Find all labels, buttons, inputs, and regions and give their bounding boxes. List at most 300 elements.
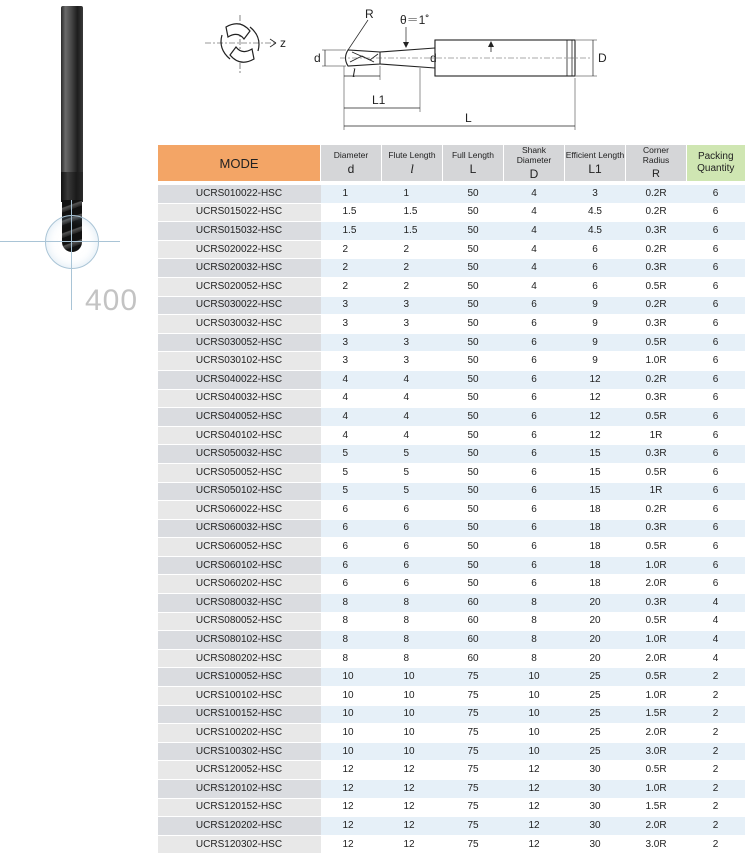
cell-diameter: 8 [321, 649, 382, 668]
cell-shank-diameter: 6 [504, 501, 565, 520]
cell-diameter: 2 [321, 259, 382, 278]
cell-shank-diameter: 8 [504, 631, 565, 650]
cell-efficient-length: 6 [565, 240, 626, 259]
cell-corner-radius: 0.3R [626, 389, 687, 408]
cell-mode: UCRS100052-HSC [158, 668, 321, 687]
tool-size-label: 400 [85, 284, 139, 317]
cell-corner-radius: 2.0R [626, 724, 687, 743]
cell-diameter: 10 [321, 668, 382, 687]
cell-diameter: 1 [321, 185, 382, 203]
cell-packing-quantity: 2 [687, 687, 745, 706]
cell-efficient-length: 20 [565, 612, 626, 631]
tool-neck [61, 172, 83, 202]
cell-efficient-length: 15 [565, 463, 626, 482]
cell-flute-length: 5 [382, 463, 443, 482]
cell-corner-radius: 0.2R [626, 370, 687, 389]
cell-efficient-length: 4.5 [565, 222, 626, 241]
cell-packing-quantity: 4 [687, 649, 745, 668]
cell-diameter: 8 [321, 594, 382, 613]
cell-shank-diameter: 12 [504, 835, 565, 854]
cell-shank-diameter: 6 [504, 352, 565, 371]
cell-full-length: 50 [443, 240, 504, 259]
cell-packing-quantity: 6 [687, 426, 745, 445]
cell-efficient-length: 25 [565, 705, 626, 724]
cell-shank-diameter: 6 [504, 463, 565, 482]
cell-flute-length: 12 [382, 798, 443, 817]
header-efficient-length [565, 145, 626, 181]
cell-flute-length: 4 [382, 426, 443, 445]
cell-flute-length: 8 [382, 649, 443, 668]
header-shank-diameter-symbol: D [529, 167, 539, 181]
header-full-length [443, 145, 504, 181]
table-row [158, 538, 745, 557]
cell-diameter: 10 [321, 724, 382, 743]
tool-shank [61, 6, 83, 174]
header-corner-radius-name1: Corner [643, 145, 669, 155]
spec-table-body [158, 185, 745, 854]
cell-shank-diameter: 6 [504, 333, 565, 352]
cell-mode: UCRS040032-HSC [158, 389, 321, 408]
table-row [158, 426, 745, 445]
cell-full-length: 75 [443, 687, 504, 706]
cell-mode: UCRS015032-HSC [158, 222, 321, 241]
cell-mode: UCRS060052-HSC [158, 538, 321, 557]
cell-mode: UCRS120052-HSC [158, 761, 321, 780]
cell-mode: UCRS020022-HSC [158, 240, 321, 259]
cell-packing-quantity: 6 [687, 519, 745, 538]
cell-shank-diameter: 12 [504, 761, 565, 780]
table-row [158, 259, 745, 278]
cell-flute-length: 12 [382, 835, 443, 854]
cell-shank-diameter: 6 [504, 482, 565, 501]
table-row [158, 240, 745, 259]
cell-shank-diameter: 12 [504, 780, 565, 799]
cell-packing-quantity: 4 [687, 612, 745, 631]
cell-efficient-length: 18 [565, 538, 626, 557]
cell-diameter: 2 [321, 240, 382, 259]
cell-mode: UCRS060202-HSC [158, 575, 321, 594]
cell-flute-length: 10 [382, 742, 443, 761]
cell-shank-diameter: 4 [504, 277, 565, 296]
table-row [158, 277, 745, 296]
cell-efficient-length: 6 [565, 277, 626, 296]
table-row [158, 649, 745, 668]
cell-full-length: 75 [443, 705, 504, 724]
cell-packing-quantity: 2 [687, 761, 745, 780]
cell-efficient-length: 9 [565, 296, 626, 315]
header-full-length-name: Full Length [451, 150, 495, 160]
header-corner-radius-symbol: R [652, 168, 660, 180]
cell-corner-radius: 1.0R [626, 631, 687, 650]
cell-diameter: 12 [321, 817, 382, 836]
cell-efficient-length: 30 [565, 798, 626, 817]
cell-efficient-length: 30 [565, 761, 626, 780]
cell-mode: UCRS120102-HSC [158, 780, 321, 799]
table-row [158, 835, 745, 854]
cell-efficient-length: 30 [565, 817, 626, 836]
cell-diameter: 5 [321, 445, 382, 464]
cell-full-length: 50 [443, 203, 504, 222]
cell-full-length: 50 [443, 538, 504, 557]
cell-mode: UCRS040052-HSC [158, 408, 321, 427]
cell-shank-diameter: 6 [504, 296, 565, 315]
cell-shank-diameter: 8 [504, 612, 565, 631]
cell-diameter: 3 [321, 333, 382, 352]
cell-efficient-length: 25 [565, 742, 626, 761]
cell-packing-quantity: 6 [687, 259, 745, 278]
cell-shank-diameter: 10 [504, 724, 565, 743]
cell-shank-diameter: 6 [504, 389, 565, 408]
cell-corner-radius: 1.0R [626, 687, 687, 706]
cell-efficient-length: 18 [565, 556, 626, 575]
cell-mode: UCRS030102-HSC [158, 352, 321, 371]
cell-corner-radius: 1.5R [626, 798, 687, 817]
cell-shank-diameter: 12 [504, 817, 565, 836]
cell-corner-radius: 0.3R [626, 594, 687, 613]
table-row [158, 352, 745, 371]
efficient-length-label: L1 [372, 93, 386, 107]
cell-flute-length: 12 [382, 761, 443, 780]
tool-tip-circle [45, 215, 99, 269]
header-shank-diameter [504, 145, 565, 181]
table-row [158, 333, 745, 352]
cell-diameter: 4 [321, 389, 382, 408]
axis-z-label: z [280, 36, 286, 50]
cell-corner-radius: 0.3R [626, 222, 687, 241]
cell-full-length: 50 [443, 277, 504, 296]
table-row [158, 631, 745, 650]
cell-diameter: 2 [321, 277, 382, 296]
cell-efficient-length: 30 [565, 780, 626, 799]
cell-corner-radius: 3.0R [626, 742, 687, 761]
cell-diameter: 12 [321, 798, 382, 817]
cell-efficient-length: 15 [565, 482, 626, 501]
cell-corner-radius: 0.2R [626, 203, 687, 222]
cell-packing-quantity: 6 [687, 315, 745, 334]
cell-diameter: 4 [321, 408, 382, 427]
cell-flute-length: 3 [382, 315, 443, 334]
cell-mode: UCRS030032-HSC [158, 315, 321, 334]
table-row [158, 817, 745, 836]
cell-full-length: 50 [443, 352, 504, 371]
cell-flute-length: 5 [382, 445, 443, 464]
table-row [158, 463, 745, 482]
cell-corner-radius: 0.5R [626, 408, 687, 427]
cell-full-length: 50 [443, 501, 504, 520]
header-mode: MODE [158, 145, 321, 181]
cell-full-length: 50 [443, 519, 504, 538]
cell-efficient-length: 6 [565, 259, 626, 278]
table-row [158, 519, 745, 538]
cell-efficient-length: 15 [565, 445, 626, 464]
cell-shank-diameter: 8 [504, 594, 565, 613]
cell-mode: UCRS060102-HSC [158, 556, 321, 575]
table-row [158, 687, 745, 706]
cell-corner-radius: 0.5R [626, 538, 687, 557]
cell-full-length: 50 [443, 370, 504, 389]
cell-mode: UCRS060022-HSC [158, 501, 321, 520]
cell-flute-length: 4 [382, 408, 443, 427]
cell-corner-radius: 0.2R [626, 296, 687, 315]
header-diameter-symbol: d [347, 162, 355, 176]
cell-packing-quantity: 2 [687, 668, 745, 687]
cell-shank-diameter: 4 [504, 259, 565, 278]
cell-full-length: 50 [443, 222, 504, 241]
cell-flute-length: 10 [382, 687, 443, 706]
cell-efficient-length: 9 [565, 333, 626, 352]
cell-flute-length: 12 [382, 780, 443, 799]
radius-label: R [365, 7, 374, 21]
cell-corner-radius: 1R [626, 426, 687, 445]
cell-packing-quantity: 2 [687, 742, 745, 761]
cell-full-length: 50 [443, 426, 504, 445]
cell-shank-diameter: 6 [504, 519, 565, 538]
cell-packing-quantity: 4 [687, 631, 745, 650]
cell-diameter: 1.5 [321, 203, 382, 222]
cell-full-length: 50 [443, 333, 504, 352]
cell-full-length: 75 [443, 817, 504, 836]
cell-flute-length: 2 [382, 277, 443, 296]
cell-mode: UCRS100202-HSC [158, 724, 321, 743]
cell-corner-radius: 2.0R [626, 575, 687, 594]
cell-flute-length: 5 [382, 482, 443, 501]
cell-flute-length: 10 [382, 705, 443, 724]
cell-mode: UCRS030022-HSC [158, 296, 321, 315]
cell-flute-length: 6 [382, 556, 443, 575]
cell-full-length: 60 [443, 594, 504, 613]
cell-corner-radius: 2.0R [626, 817, 687, 836]
table-row [158, 296, 745, 315]
cell-efficient-length: 18 [565, 519, 626, 538]
cell-full-length: 60 [443, 612, 504, 631]
cell-packing-quantity: 6 [687, 389, 745, 408]
table-row [158, 705, 745, 724]
cell-mode: UCRS080202-HSC [158, 649, 321, 668]
cell-full-length: 50 [443, 315, 504, 334]
cell-diameter: 4 [321, 426, 382, 445]
cell-diameter: 4 [321, 370, 382, 389]
cell-flute-length: 12 [382, 817, 443, 836]
cell-full-length: 50 [443, 575, 504, 594]
cell-corner-radius: 0.3R [626, 445, 687, 464]
cell-full-length: 50 [443, 259, 504, 278]
header-flute-length [382, 145, 443, 181]
cell-efficient-length: 12 [565, 426, 626, 445]
header-flute-length-name: Flute Length [388, 150, 436, 160]
cell-flute-length: 1.5 [382, 203, 443, 222]
cell-full-length: 60 [443, 631, 504, 650]
cell-flute-length: 10 [382, 724, 443, 743]
cell-flute-length: 2 [382, 259, 443, 278]
cell-shank-diameter: 6 [504, 575, 565, 594]
cell-mode: UCRS080032-HSC [158, 594, 321, 613]
cell-packing-quantity: 6 [687, 370, 745, 389]
cell-corner-radius: 1.0R [626, 352, 687, 371]
cell-mode: UCRS050052-HSC [158, 463, 321, 482]
table-row [158, 185, 745, 203]
cell-full-length: 75 [443, 761, 504, 780]
cell-efficient-length: 9 [565, 352, 626, 371]
full-length-label: L [465, 111, 472, 125]
cell-packing-quantity: 2 [687, 724, 745, 743]
cell-diameter: 10 [321, 687, 382, 706]
table-row [158, 203, 745, 222]
cell-full-length: 75 [443, 798, 504, 817]
table-row [158, 612, 745, 631]
header-full-length-symbol: L [469, 162, 477, 176]
cell-packing-quantity: 6 [687, 222, 745, 241]
cell-diameter: 6 [321, 519, 382, 538]
cell-packing-quantity: 6 [687, 240, 745, 259]
cell-diameter: 12 [321, 835, 382, 854]
cell-packing-quantity: 6 [687, 463, 745, 482]
tool-guide-line-horizontal [0, 241, 120, 242]
cell-packing-quantity: 2 [687, 798, 745, 817]
cell-full-length: 75 [443, 835, 504, 854]
cell-full-length: 75 [443, 668, 504, 687]
cell-mode: UCRS120302-HSC [158, 835, 321, 854]
cell-diameter: 5 [321, 463, 382, 482]
cell-shank-diameter: 10 [504, 668, 565, 687]
cell-packing-quantity: 6 [687, 408, 745, 427]
cell-corner-radius: 1.5R [626, 705, 687, 724]
cell-packing-quantity: 2 [687, 835, 745, 854]
end-mill-photo [0, 0, 155, 330]
cell-corner-radius: 0.5R [626, 668, 687, 687]
cell-flute-length: 6 [382, 538, 443, 557]
cell-shank-diameter: 10 [504, 705, 565, 724]
cell-diameter: 8 [321, 631, 382, 650]
cell-efficient-length: 4.5 [565, 203, 626, 222]
cell-packing-quantity: 6 [687, 556, 745, 575]
cell-shank-diameter: 6 [504, 538, 565, 557]
cell-corner-radius: 3.0R [626, 835, 687, 854]
cell-packing-quantity: 6 [687, 538, 745, 557]
cell-efficient-length: 20 [565, 631, 626, 650]
cell-mode: UCRS120152-HSC [158, 798, 321, 817]
table-row [158, 742, 745, 761]
cell-flute-length: 3 [382, 352, 443, 371]
cell-efficient-length: 25 [565, 668, 626, 687]
cell-packing-quantity: 2 [687, 817, 745, 836]
header-diameter [321, 145, 382, 181]
header-corner-radius-name2: Radius [642, 155, 670, 165]
cell-packing-quantity: 6 [687, 445, 745, 464]
cell-corner-radius: 0.2R [626, 240, 687, 259]
cell-packing-quantity: 6 [687, 333, 745, 352]
table-row [158, 724, 745, 743]
cell-full-length: 60 [443, 649, 504, 668]
cell-diameter: 1.5 [321, 222, 382, 241]
cell-corner-radius: 0.2R [626, 501, 687, 520]
cell-diameter: 12 [321, 780, 382, 799]
angle-label: θ＝1˚ [400, 13, 430, 27]
cell-packing-quantity: 2 [687, 705, 745, 724]
table-row [158, 408, 745, 427]
cell-efficient-length: 12 [565, 370, 626, 389]
cell-diameter: 6 [321, 575, 382, 594]
cell-corner-radius: 0.5R [626, 277, 687, 296]
flute-length-label: l [352, 65, 356, 80]
cell-flute-length: 3 [382, 333, 443, 352]
cell-efficient-length: 18 [565, 501, 626, 520]
flute-diameter-label: d [314, 51, 321, 65]
cell-efficient-length: 20 [565, 594, 626, 613]
cell-corner-radius: 1R [626, 482, 687, 501]
cell-packing-quantity: 6 [687, 203, 745, 222]
cell-shank-diameter: 6 [504, 370, 565, 389]
cell-mode: UCRS100152-HSC [158, 705, 321, 724]
cell-efficient-length: 18 [565, 575, 626, 594]
cell-efficient-length: 20 [565, 649, 626, 668]
cell-corner-radius: 0.5R [626, 612, 687, 631]
cell-efficient-length: 25 [565, 687, 626, 706]
table-row [158, 761, 745, 780]
cell-mode: UCRS015022-HSC [158, 203, 321, 222]
header-packing-quantity [687, 145, 745, 181]
cell-full-length: 75 [443, 780, 504, 799]
cell-flute-length: 8 [382, 631, 443, 650]
cell-full-length: 50 [443, 185, 504, 203]
cell-full-length: 50 [443, 445, 504, 464]
cell-mode: UCRS020052-HSC [158, 277, 321, 296]
cell-mode: UCRS060032-HSC [158, 519, 321, 538]
table-row [158, 315, 745, 334]
cell-mode: UCRS030052-HSC [158, 333, 321, 352]
cell-flute-length: 1.5 [382, 222, 443, 241]
cell-diameter: 5 [321, 482, 382, 501]
cell-diameter: 3 [321, 296, 382, 315]
table-row [158, 389, 745, 408]
cell-diameter: 3 [321, 352, 382, 371]
cell-mode: UCRS080052-HSC [158, 612, 321, 631]
header-efficient-length-symbol: L1 [588, 162, 602, 176]
cell-mode: UCRS050032-HSC [158, 445, 321, 464]
table-row [158, 445, 745, 464]
cell-efficient-length: 30 [565, 835, 626, 854]
cell-corner-radius: 0.3R [626, 315, 687, 334]
cell-mode: UCRS010022-HSC [158, 185, 321, 203]
cell-diameter: 10 [321, 705, 382, 724]
header-efficient-length-name: Efficient Length [565, 150, 625, 160]
cell-corner-radius: 0.2R [626, 185, 687, 203]
cell-shank-diameter: 4 [504, 185, 565, 203]
cell-efficient-length: 3 [565, 185, 626, 203]
cell-efficient-length: 9 [565, 315, 626, 334]
cell-flute-length: 6 [382, 575, 443, 594]
table-row [158, 798, 745, 817]
cell-packing-quantity: 6 [687, 277, 745, 296]
cell-shank-diameter: 10 [504, 742, 565, 761]
cell-flute-length: 4 [382, 389, 443, 408]
cell-shank-diameter: 6 [504, 315, 565, 334]
cell-mode: UCRS040022-HSC [158, 370, 321, 389]
table-row [158, 780, 745, 799]
cell-full-length: 75 [443, 724, 504, 743]
table-header-row [158, 145, 745, 181]
cell-flute-length: 3 [382, 296, 443, 315]
cell-diameter: 3 [321, 315, 382, 334]
side-view-drawing [310, 0, 610, 135]
spec-table [157, 145, 745, 854]
table-row [158, 222, 745, 241]
cell-packing-quantity: 2 [687, 780, 745, 799]
cell-diameter: 8 [321, 612, 382, 631]
cell-flute-length: 8 [382, 594, 443, 613]
cell-packing-quantity: 6 [687, 185, 745, 203]
header-diameter-name: Diameter [333, 150, 369, 160]
cell-efficient-length: 12 [565, 389, 626, 408]
